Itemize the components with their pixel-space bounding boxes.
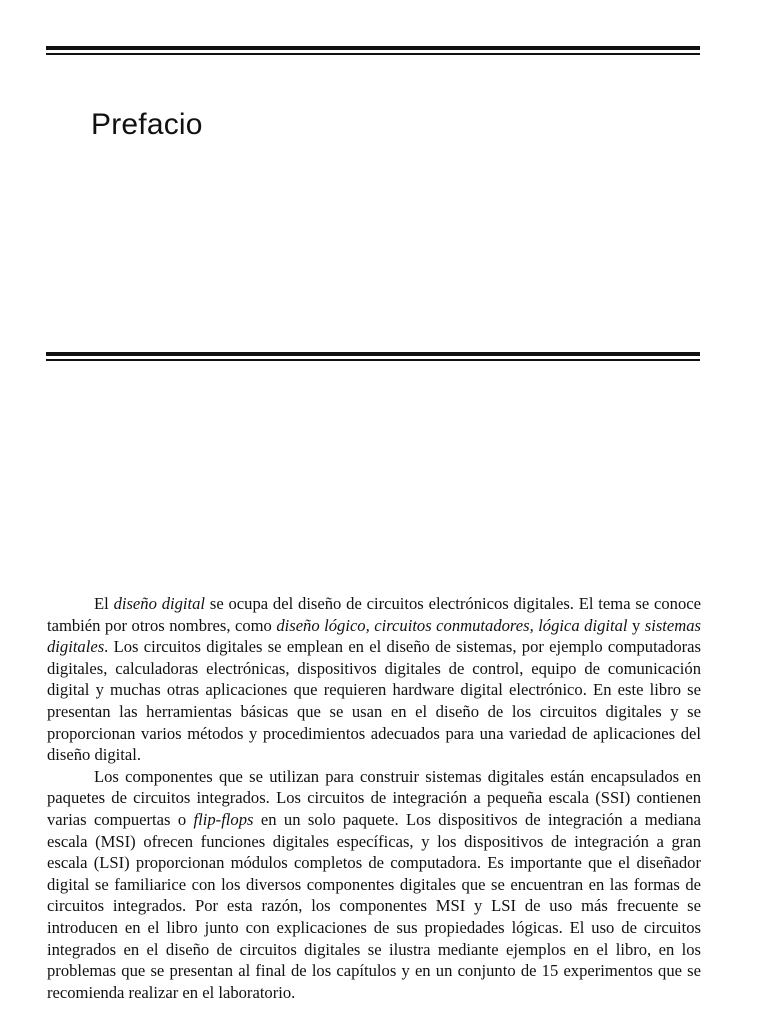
top-double-rule: [46, 46, 700, 55]
text-segment: se ocupa del diseño de circuitos electrónicos digitales. El tema se conoce también por otros nombres, como: [47, 594, 701, 635]
text-segment: Los componentes que se utilizan para construir sistemas digitales están encapsulados en paquetes de circuitos integrados. Los circuitos de integración a pequeña escala (SSI) contienen varias compuertas o: [47, 766, 701, 829]
text-segment: y: [627, 615, 645, 635]
bottom-rule-thin-line: [46, 359, 700, 361]
body-text: [47, 593, 701, 1003]
page-title: Prefacio: [91, 108, 203, 141]
top-rule-thin-line: [46, 53, 700, 55]
text-segment: en un solo paquete. Los dispositivos de integración a mediana escala (MSI) ofrecen funciones digitales específicas, y los dispositivos de integración a gran escala (LSI) proporcionan módulos completos de computadora. Es importante que el diseñador digital se familiarice con los diversos componentes digitales que se encuentran en las formas de circuitos integrados. Por esta razón, los componentes MSI y LSI de uso más frecuente se introducen en el libro junto con explicaciones de sus propiedades lógicas. El uso de circuitos integrados en el diseño de circuitos digitales se ilustra mediante ejemplos en el libro, en los problemas que se presentan al final de los capítulos y en un conjunto de 15 experimentos que se recomienda realizar en el laboratorio.: [47, 809, 701, 1002]
italic-term: diseño digital: [113, 594, 206, 613]
bottom-rule-thick-line: [46, 352, 700, 356]
paragraph-2: [47, 766, 701, 1004]
paragraph-1: [47, 593, 701, 766]
top-rule-thick-line: [46, 46, 700, 50]
text-segment: . Los circuitos digitales se emplean en el diseño de sistemas, por ejemplo computadoras digitales, calculadoras electrónicas, dispositivos digitales de control, equipo de comunicación digital y muchas otras aplicaciones que requieren hardware digital electrónico. En este libro se presentan las herramientas básicas que se usan en el diseño de los circuitos digitales y se proporcionan varios métodos y procedimientos adecuados para una variedad de aplicaciones del diseño digital.: [47, 637, 701, 765]
italic-term: flip-flops: [193, 809, 254, 829]
italic-term: diseño lógico, circuitos conmutadores, lógica digital: [276, 615, 628, 635]
text-segment: El: [94, 594, 114, 613]
italic-term: sistemas digitales: [47, 615, 702, 657]
bottom-double-rule: [46, 352, 700, 361]
